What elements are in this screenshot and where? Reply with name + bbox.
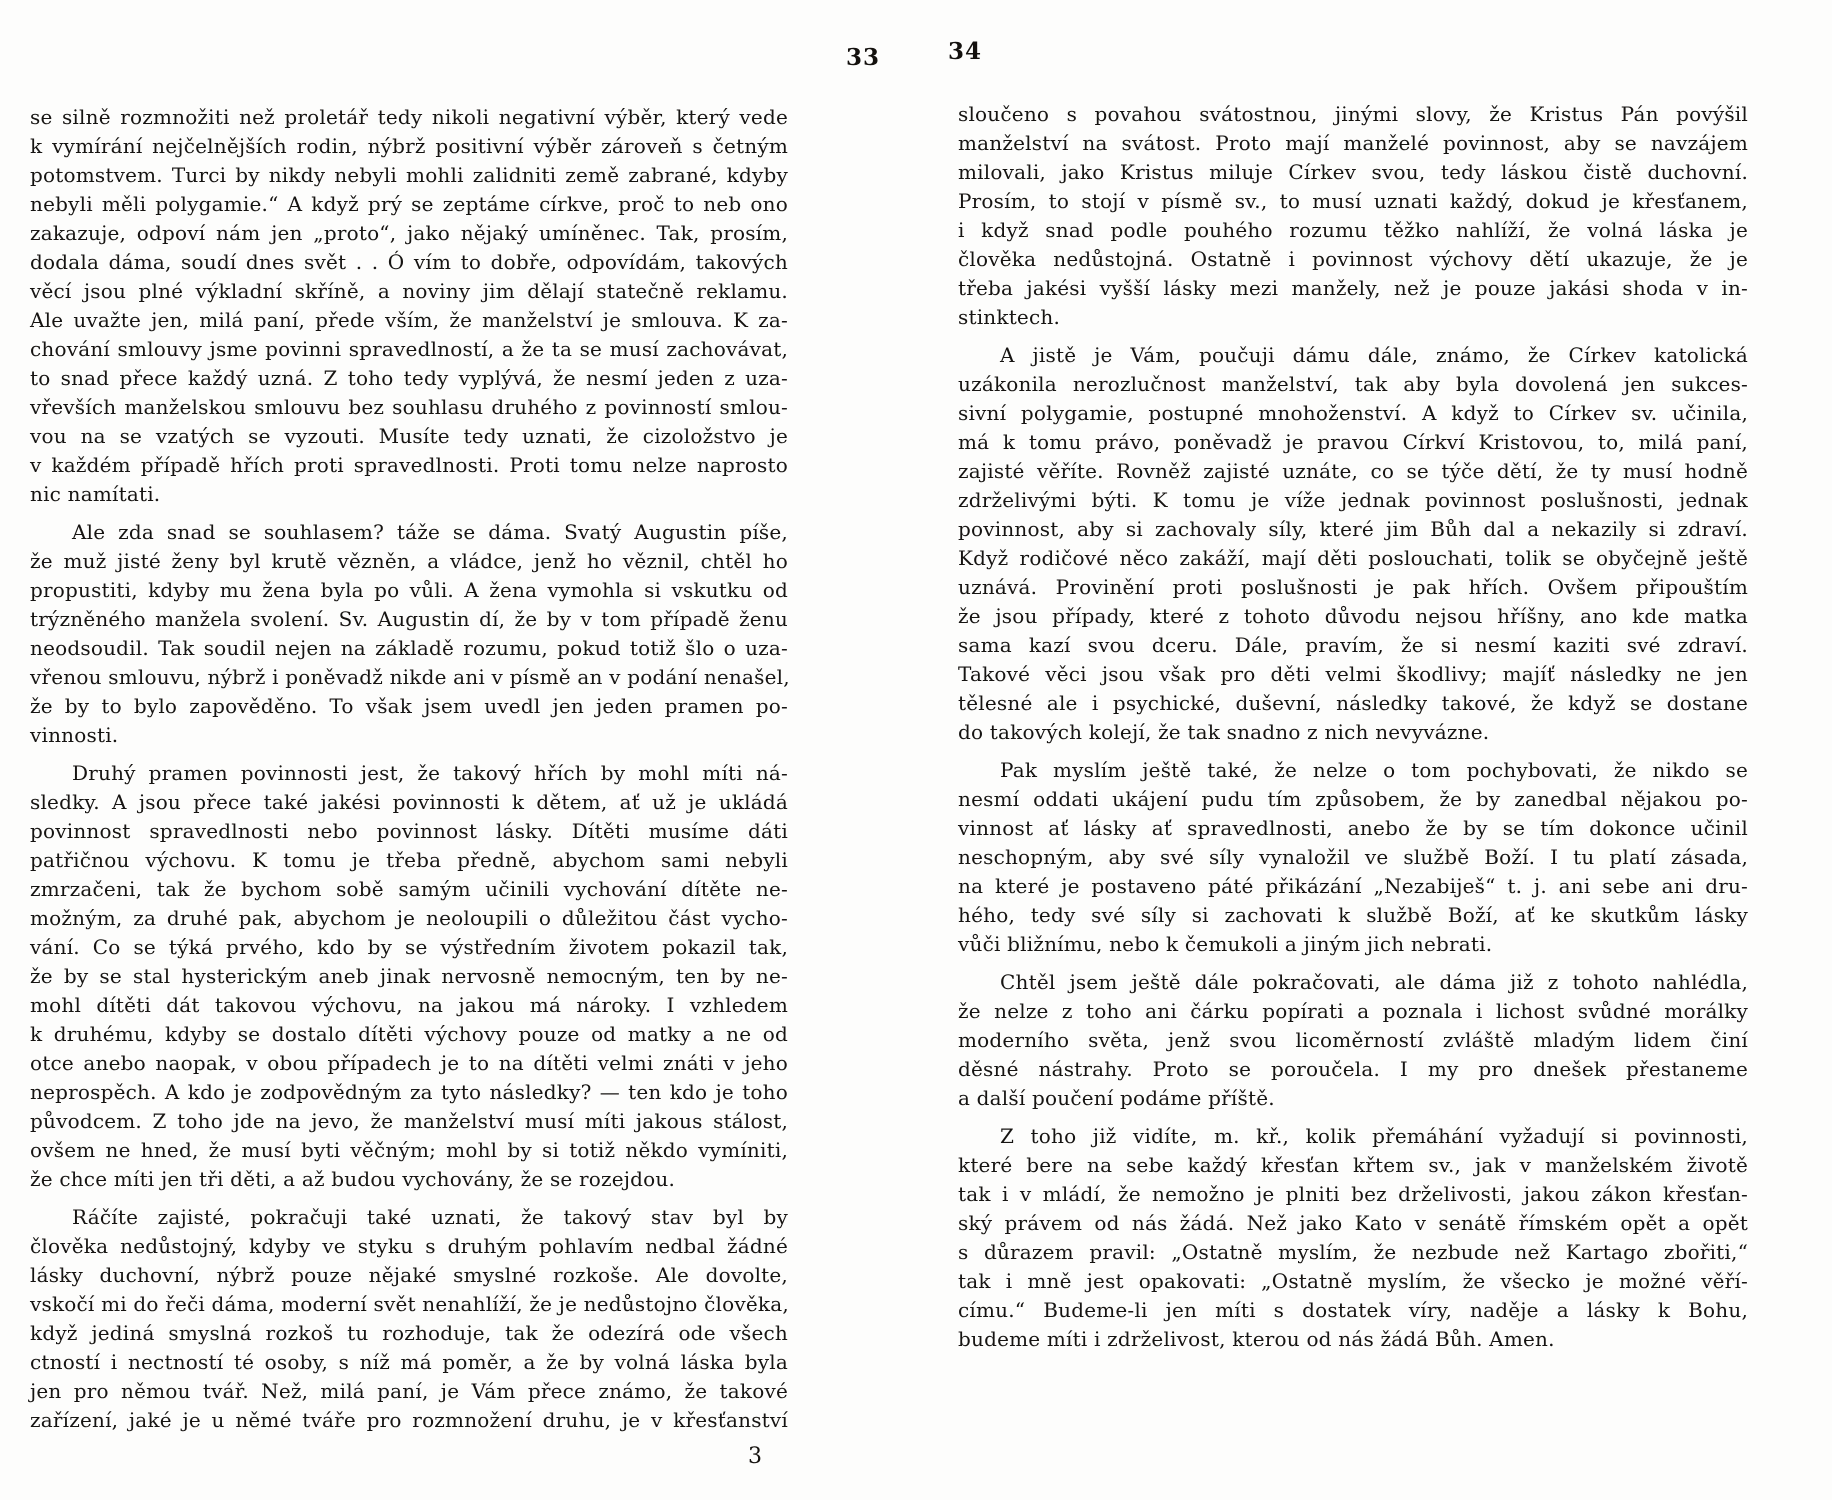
text-line: uzákonila nerozlučnost manželství, tak aby byla dovolená jen sukces- [958,372,1748,396]
text-line: moderního světa, jenž svou licoměrností zvláště mladým lidem činí [958,1028,1748,1052]
text-line: budeme míti i zdrželivost, kterou od nás žádá Bůh. Amen. [958,1327,1555,1351]
text-line: sama kazí svou dceru. Dále, pravím, že si nesmí kaziti své zdraví. [958,633,1748,657]
text-line: zařízení, jaké je u němé tváře pro rozmnožení druhu, je v křesťanství [30,1408,788,1432]
text-line: že jsou případy, které z tohoto důvodu nejsou hříšny, ano kde matka [958,604,1748,628]
text-line: zakazuje, odpoví nám jen „proto“, jako nějaký umíněnec. Tak, prosím, [30,221,788,245]
text-line: i když snad podle pouhého rozumu těžko nahlíží, že volná láska je [958,218,1748,242]
text-line: s důrazem pravil: „Ostatně myslím, že nezbude než Kartago zbořiti,“ [958,1240,1748,1264]
text-line: k vymírání nejčelnějších rodin, nýbrž positivní výběr zároveň s četným [30,134,788,158]
page-34-text-column [958,100,1748,1363]
paragraph [30,759,788,1194]
text-line: že by se stal hysterickým aneb jinak nervosně nemocným, ten by ne- [30,964,788,988]
text-line: neschopným, aby své síly vynaložil ve službě Boží. I tu platí zásada, [958,845,1748,869]
text-line: uznává. Provinění proti poslušnosti je pak hřích. Ovšem připouštím [958,575,1748,599]
text-line: sloučeno s povahou svátostnou, jinými slovy, že Kristus Pán povýšil [958,102,1748,126]
text-line: manželství na svátost. Proto mají manželé povinnost, aby se navzájem [958,131,1748,155]
paragraph [30,518,788,750]
text-line: povinnost, aby si zachovaly síly, které jim Bůh dal a nekazily si zdraví. [958,517,1748,541]
paragraph [958,968,1748,1113]
text-line: člověka nedůstojný, kdyby ve styku s druhým pohlavím nedbal žádné [30,1234,788,1258]
text-line: ský právem od nás žádá. Než jako Kato v senátě římském opět a opět [958,1211,1748,1235]
text-line: neodsoudil. Tak soudil nejen na základě rozumu, pokud totiž šlo o uza- [30,636,788,660]
text-line: neprospěch. A kdo je zodpovědným za tyto následky? — ten kdo je toho [30,1080,788,1104]
text-line: to snad přece každý uzná. Z toho tedy vyplývá, že nesmí jeden z uza- [30,366,788,390]
text-line: že nelze z toho ani čárku popírati a poznala i lichost svůdné morálky [958,999,1748,1023]
text-line: ovšem ne hned, že musí byti věčným; mohl by si totiž někdo vymíniti, [30,1138,788,1162]
text-line: původcem. Z toho jde na jevo, že manželství musí míti jakous stálost, [30,1109,788,1133]
text-line: že by to bylo zapověděno. To však jsem uvedl jen jeden pramen po- [30,694,788,718]
text-line: tak i v mládí, že nemožno je plniti bez drželivosti, jakou zákon křesťan- [958,1182,1748,1206]
text-line: Pak myslím ještě také, že nelze o tom pochybovati, že nikdo se [1000,758,1748,782]
paragraph [958,341,1748,747]
text-line: Z toho již vidíte, m. kř., kolik přemáhání vyžadují si povinnosti, [1000,1124,1748,1148]
paragraph [958,1122,1748,1354]
text-line: k druhému, kdyby se dostalo dítěti výchovy pouze od matky a ne od [30,1022,788,1046]
text-line: Chtěl jsem ještě dále pokračovati, ale dáma již z tohoto nahlédla, [1000,970,1748,994]
page-33-text-column [30,103,788,1444]
text-line: že muž jisté ženy byl krutě vězněn, a vládce, jenž ho věznil, chtěl ho [30,549,788,573]
text-line: vůči bližnímu, nebo k čemukoli a jiným jich nebrati. [958,932,1493,956]
text-line: Prosím, to stojí v písmě sv., to musí uznati každý, dokud je křesťanem, [958,189,1748,213]
paragraph [958,100,1748,332]
text-line: chování smlouvy jsme povinni spravedlností, a že ta se musí zachovávat, [30,337,788,361]
text-line: vou na se vzatých se vyzouti. Musíte tedy uznati, že cizoložstvo je [30,424,788,448]
text-line: Takové věci jsou však pro děti velmi škodlivy; majíť následky ne jen [958,662,1748,686]
text-line: vání. Co se týká prvého, kdo by se výstředním životem pokazil tak, [30,935,788,959]
paragraph [30,103,788,509]
text-line: v každém případě hřích proti spravedlnosti. Proti tomu nelze naprosto [30,453,788,477]
text-line: mohl dítěti dát takovou výchovu, na jakou má nároky. I vzhledem [30,993,788,1017]
text-line: sivní polygamie, postupné mnohoženství. A když to Církev sv. učinila, [958,401,1748,425]
text-line: zajisté věříte. Rovněž zajisté uznáte, co se týče dětí, že ty musí hodně [958,459,1748,483]
text-line: nebyli měli polygamie.“ A když prý se zeptáme církve, proč to neb ono [30,192,788,216]
text-line: se silně rozmnožiti než proletář tedy nikoli negativní výběr, který vede [30,105,788,129]
text-line: hého, tedy své síly si zachovati k službě Boží, ať ke skutkům lásky [958,903,1748,927]
text-line: věcí jsou plné výkladní skříně, a noviny jim dělají statečně reklamu. [30,279,788,303]
text-line: potomstvem. Turci by nikdy nebyli mohli zalidniti země zabrané, kdyby [30,163,788,187]
text-line: že chce míti jen tři děti, a až budou vychovány, že se rozejdou. [30,1167,676,1191]
text-line: zmrzačeni, tak že bychom sobě samým učinili vychování dítěte ne- [30,877,788,901]
text-line: címu.“ Budeme-li jen míti s dostatek víry, naděje a lásky k Bohu, [958,1298,1748,1322]
text-line: Ráčíte zajisté, pokračuji také uznati, že takový stav byl by [72,1205,788,1229]
text-line: propustiti, kdyby mu žena byla po vůli. A žena vymohla si vskutku od [30,578,788,602]
text-line: lásky duchovní, nýbrž pouze nějaké smyslné rozkoše. Ale dovolte, [30,1263,788,1287]
text-line: třeba jakési vyšší lásky mezi manžely, než je pouze jakási shoda v in- [958,276,1748,300]
text-line: A jistě je Vám, poučuji dámu dále, známo, že Církev katolická [1000,343,1748,367]
text-line: povinnost spravedlnosti nebo povinnost lásky. Dítěti musíme dáti [30,819,788,843]
paragraph [30,1203,788,1435]
text-line: ctností i nectností té osoby, s níž má poměr, a že by volná láska byla [30,1350,788,1374]
text-line: zdrželivými býti. K tomu je víže jednak povinnost poslušnosti, jednak [958,488,1748,512]
text-line: do takových kolejí, že tak snadno z nich nevyvázne. [958,720,1490,744]
text-line: Ale uvažte jen, milá paní, přede vším, že manželství je smlouva. K za- [30,308,788,332]
page-number-right: 34 [948,38,983,65]
page-number-left: 33 [846,44,881,71]
text-line: vřenou smlouvu, nýbrž i poněvadž nikde ani v písmě an v podání nenašel, [30,665,790,689]
text-line: patřičnou výchovu. K tomu je třeba předně, abychom sami nebyli [30,848,788,872]
text-line: které bere na sebe každý křesťan křtem sv., jak v manželském životě [958,1153,1748,1177]
text-line: tělesné ale i psychické, duševní, následky takové, že když se dostane [958,691,1748,715]
text-line: Druhý pramen povinnosti jest, že takový hřích by mohl míti ná- [72,761,788,785]
text-line: děsné nástrahy. Proto se poroučela. I my pro dnešek přestaneme [958,1057,1748,1081]
text-line: jen pro němou tvář. Než, milá paní, je Vám přece známo, že takové [30,1379,788,1403]
text-line: dodala dáma, soudí dnes svět . . Ó vím to dobře, odpovídám, takových [30,250,788,274]
text-line: nesmí oddati ukájení pudu tím způsobem, že by zanedbal nějakou po- [958,787,1748,811]
text-line: stinktech. [958,305,1061,329]
text-line: člověka nedůstojná. Ostatně i povinnost výchovy dětí ukazuje, že je [958,247,1748,271]
text-line: možným, za druhé pak, abychom je neoloupili o důležitou část vycho- [30,906,788,930]
text-line: a další poučení podáme příště. [958,1086,1275,1110]
text-line: Ale zda snad se souhlasem? táže se dáma. Svatý Augustin píše, [72,520,788,544]
text-line: tak i mně jest opakovati: „Ostatně myslím, že všecko je možné věří- [958,1269,1748,1293]
text-line: trýzněného manžela svolení. Sv. Augustin dí, že by v tom případě ženu [30,607,788,631]
text-line: má k tomu právo, poněvadž je pravou Církví Kristovou, to, milá paní, [958,430,1748,454]
text-line: když jediná smyslná rozkoš tu rozhoduje, tak že odezírá ode všech [30,1321,788,1345]
text-line: sledky. A jsou přece také jakési povinnosti k dětem, ať už je ukládá [30,790,788,814]
text-line: otce anebo naopak, v obou případech je to na dítěti velmi znáti v jeho [30,1051,788,1075]
text-line: milovali, jako Kristus miluje Církev svou, tedy láskou čistě duchovní. [958,160,1748,184]
text-line: nic namítati. [30,482,161,506]
text-line: Když rodičové něco zakáží, mají děti poslouchati, tolik se obyčejně ještě [958,546,1748,570]
text-line: vinnost ať lásky ať spravedlnosti, anebo že by se tím dokonce učinil [958,816,1748,840]
signature-mark: 3 [748,1444,762,1469]
text-line: na které je postaveno páté přikázání „Nezabiješ“ t. j. ani sebe ani dru- [958,874,1748,898]
text-line: vřevších manželskou smlouvu bez souhlasu druhého z povinností smlou- [30,395,788,419]
text-line: vskočí mi do řeči dáma, moderní svět nenahlíží, že je nedůstojno člověka, [30,1292,789,1316]
text-line: vinnosti. [30,723,119,747]
paragraph [958,756,1748,959]
